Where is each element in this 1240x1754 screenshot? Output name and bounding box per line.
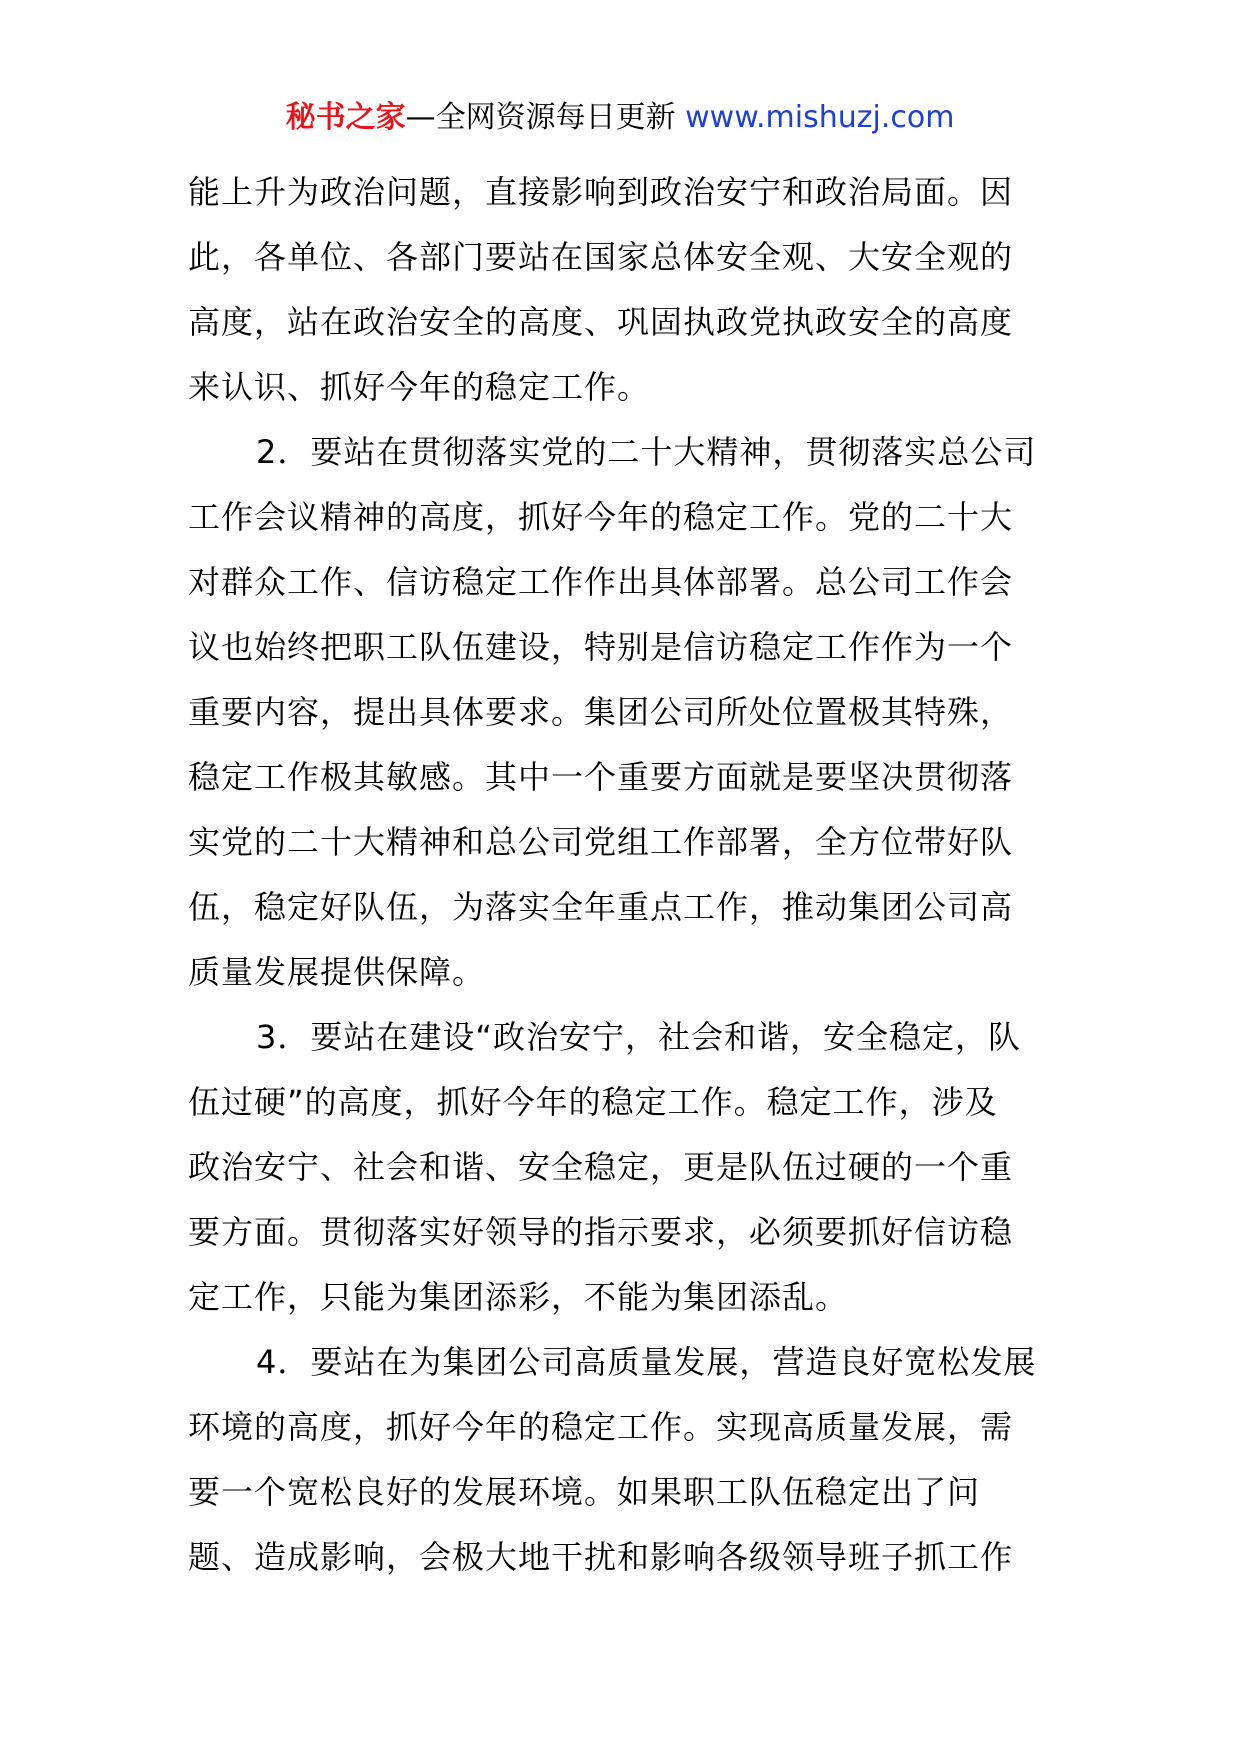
text-line: 伍，稳定好队伍，为落实全年重点工作，推动集团公司高 (188, 888, 1014, 926)
text-line: 质量发展提供保障。 (188, 953, 486, 991)
website-link[interactable]: www.mishuzj.com (685, 100, 955, 135)
document-body (188, 160, 1058, 1590)
text-line: 环境的高度，抓好今年的稳定工作。实现高质量发展，需 (188, 1408, 1014, 1446)
text-line: 工作会议精神的高度，抓好今年的稳定工作。党的二十大 (188, 498, 1014, 536)
text-line: 来认识、抓好今年的稳定工作。 (188, 368, 651, 406)
text-line: 议也始终把职工队伍建设，特别是信访稳定工作作为一个 (188, 628, 1014, 666)
text-line: 实党的二十大精神和总公司党组工作部署，全方位带好队 (188, 823, 1014, 861)
header-slogan: —全网资源每日更新 (405, 100, 686, 135)
text-line: 重要内容，提出具体要求。集团公司所处位置极其特殊， (188, 693, 1014, 731)
text-line: 高度，站在政治安全的高度、巩固执政党执政安全的高度 (188, 303, 1014, 341)
paragraph-3-start: 3．要站在建设“政治安宁，社会和谐，安全稳定，队 (256, 1018, 1021, 1056)
paragraph-2-start: 2．要站在贯彻落实党的二十大精神，贯彻落实总公司 (256, 433, 1037, 471)
paragraph-4-start: 4．要站在为集团公司高质量发展，营造良好宽松发展 (256, 1343, 1037, 1381)
text-line: 稳定工作极其敏感。其中一个重要方面就是要坚决贯彻落 (188, 758, 1014, 796)
page-header (0, 98, 1240, 138)
text-line: 要方面。贯彻落实好领导的指示要求，必须要抓好信访稳 (188, 1213, 1014, 1251)
text-line: 对群众工作、信访稳定工作作出具体部署。总公司工作会 (188, 563, 1014, 601)
text-line: 伍过硬”的高度，抓好今年的稳定工作。稳定工作，涉及 (188, 1083, 998, 1121)
text-line: 此，各单位、各部门要站在国家总体安全观、大安全观的 (188, 238, 1014, 276)
text-line: 题、造成影响，会极大地干扰和影响各级领导班子抓工作 (188, 1538, 1014, 1576)
text-line: 能上升为政治问题，直接影响到政治安宁和政治局面。因 (188, 173, 1014, 211)
text-line: 要一个宽松良好的发展环境。如果职工队伍稳定出了问 (188, 1473, 981, 1511)
text-line: 政治安宁、社会和谐、安全稳定，更是队伍过硬的一个重 (188, 1148, 1014, 1186)
text-line: 定工作，只能为集团添彩，不能为集团添乱。 (188, 1278, 849, 1316)
brand-name: 秘书之家 (285, 100, 406, 135)
